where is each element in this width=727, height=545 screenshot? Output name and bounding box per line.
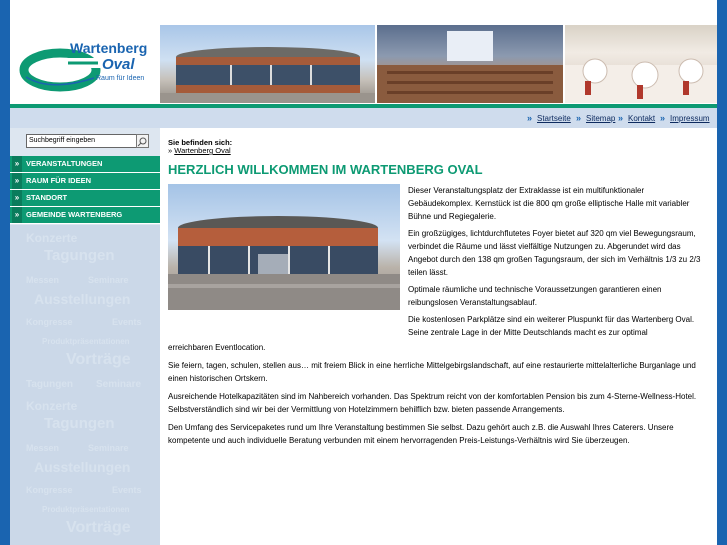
chevron-right-icon: » xyxy=(576,113,582,123)
tag-cloud-word: Events xyxy=(112,485,142,495)
sidebar-item-standort[interactable] xyxy=(10,190,160,207)
body-text xyxy=(168,341,713,452)
breadcrumb xyxy=(168,146,231,155)
hall-illustration xyxy=(377,25,563,103)
tag-cloud-word: Seminare xyxy=(96,379,142,390)
tag-cloud-word: Vorträge xyxy=(66,351,131,368)
sidebar xyxy=(10,128,160,545)
chevron-right-icon: » xyxy=(12,173,22,189)
tag-cloud-word: Seminare xyxy=(88,275,129,285)
logo[interactable] xyxy=(10,22,160,102)
chevron-right-icon: » xyxy=(12,190,22,206)
sidebar-item-veranstaltungen[interactable] xyxy=(10,156,160,173)
chevron-right-icon: » xyxy=(618,113,624,123)
tag-cloud-word: Ausstellungen xyxy=(34,291,131,307)
paragraph: Den Umfang des Servicepaketes rund um Ihre Veranstaltung bestimmen Sie selbst. Dazu gehört auch z.B. die Auswahl Ihres Caterers. Unsere kompetente und auch individuelle Beratung verbunden mit einem hervorragenden Preis-Leistungs-Verhältnis wird Sie überzeugen. xyxy=(168,423,674,445)
paragraph: Ausreichende Hotelkapazitäten sind im Nahbereich vorhanden. Das Spektrum reicht von der komfortablen Pension bis zum 4-Sterne-Wellness-Hotel. Selbstverständlich sind wir bei der Vermittlung von Hotelzimmern behilflich bzw. bieten passende Arrangements. xyxy=(168,392,697,414)
tag-cloud-word: Messen xyxy=(26,443,60,453)
sidebar-item-label: GEMEINDE WARTENBERG xyxy=(26,210,123,219)
dining-illustration xyxy=(565,25,717,103)
paragraph: Sie feiern, tagen, schulen, stellen aus… mit freiem Blick in eine herrliche Mittelgebirgslandschaft, auf eine restaurierte mittelalterliche Burganlage und einen historischen Ortskern. xyxy=(168,361,696,383)
logo-subtitle: Oval xyxy=(102,56,135,73)
header-photo-dining xyxy=(565,25,717,103)
tag-cloud-word: Messen xyxy=(26,275,60,285)
header-photo-building xyxy=(160,25,375,103)
oval-logo-icon xyxy=(10,22,160,102)
nav-link-startseite[interactable]: Startseite xyxy=(537,114,571,123)
page-title: HERZLICH WILLKOMMEN IM WARTENBERG OVAL xyxy=(168,162,483,177)
nav-link-impressum[interactable]: Impressum xyxy=(670,114,710,123)
sidebar-item-label: RAUM FÜR IDEEN xyxy=(26,176,91,185)
header-photo-hall xyxy=(377,25,563,103)
logo-title: Wartenberg xyxy=(70,40,148,56)
chevron-right-icon: » xyxy=(527,113,533,123)
search-button[interactable] xyxy=(136,134,149,148)
nav-link-kontakt[interactable]: Kontakt xyxy=(628,114,656,123)
tag-cloud-word: Tagungen xyxy=(44,247,115,264)
header xyxy=(10,0,717,104)
tag-cloud-word: Seminare xyxy=(88,443,129,453)
building-illustration xyxy=(160,25,375,103)
chevron-right-icon: » xyxy=(12,207,22,223)
paragraph: Ein großzügiges, lichtdurchflutetes Foyer bietet auf 320 qm viel Bewegungsraum, verbindet die Räume und lässt vielfältige Nutzungen zu. Abgerundet wird das Angebot durch den 138 qm großen Tagungsraum, der sich im Verhältnis 1/3 zu 2/3 teilen lässt. xyxy=(408,229,701,277)
tag-cloud-word: Konzerte xyxy=(26,399,78,413)
tag-cloud xyxy=(10,225,160,545)
tag-cloud-word: Vorträge xyxy=(66,519,131,536)
paragraph: erreichbaren Eventlocation. xyxy=(168,343,266,352)
tag-cloud-word: Produktpräsentationen xyxy=(42,337,130,346)
chevron-right-icon: » xyxy=(660,113,666,123)
sidebar-item-raum-fuer-ideen[interactable] xyxy=(10,173,160,190)
sidebar-item-label: VERANSTALTUNGEN xyxy=(26,159,103,168)
page-frame xyxy=(10,0,717,545)
tag-cloud-word: Ausstellungen xyxy=(34,459,131,475)
building-photo xyxy=(168,184,400,310)
intro-text xyxy=(408,184,708,343)
nav-link-sitemap[interactable]: Sitemap xyxy=(586,114,616,123)
tag-cloud-word: Tagungen xyxy=(44,415,115,432)
logo-tagline: Raum für Ideen xyxy=(96,75,145,82)
search-icon xyxy=(137,136,148,148)
paragraph: Dieser Veranstaltungsplatz der Extraklasse ist ein multifunktionaler Gebäudekomplex. Kernstück ist die 800 qm große elliptische Halle mit variabler Bühne und Regiegalerie. xyxy=(408,186,690,221)
tag-cloud-word: Events xyxy=(112,317,142,327)
tag-cloud-word: Tagungen xyxy=(26,379,74,390)
breadcrumb-label: Sie befinden sich: xyxy=(168,138,233,147)
search-input[interactable]: Suchbegriff eingeben xyxy=(26,134,138,148)
paragraph: Die kostenlosen Parkplätze sind ein weiterer Pluspunkt für das Wartenberg Oval. Seine zentrale Lage in der Mitte Deutschlands macht es zur optimal xyxy=(408,315,695,337)
tag-cloud-word: Produktpräsentationen xyxy=(42,505,130,514)
sidebar-item-gemeinde-wartenberg[interactable] xyxy=(10,207,160,224)
tag-cloud-word: Kongresse xyxy=(26,317,73,327)
breadcrumb-prefix: » xyxy=(168,146,173,155)
chevron-right-icon: » xyxy=(12,156,22,172)
tag-cloud-word: Kongresse xyxy=(26,485,73,495)
breadcrumb-link-current[interactable]: Wartenberg Oval xyxy=(174,146,231,155)
building-photo-illustration xyxy=(168,184,400,310)
top-navigation xyxy=(10,108,717,128)
paragraph: Optimale räumliche und technische Voraussetzungen garantieren einen reibungslosen Veranstaltungsablauf. xyxy=(408,285,662,307)
tag-cloud-word: Konzerte xyxy=(26,231,78,245)
sidebar-item-label: STANDORT xyxy=(26,193,68,202)
